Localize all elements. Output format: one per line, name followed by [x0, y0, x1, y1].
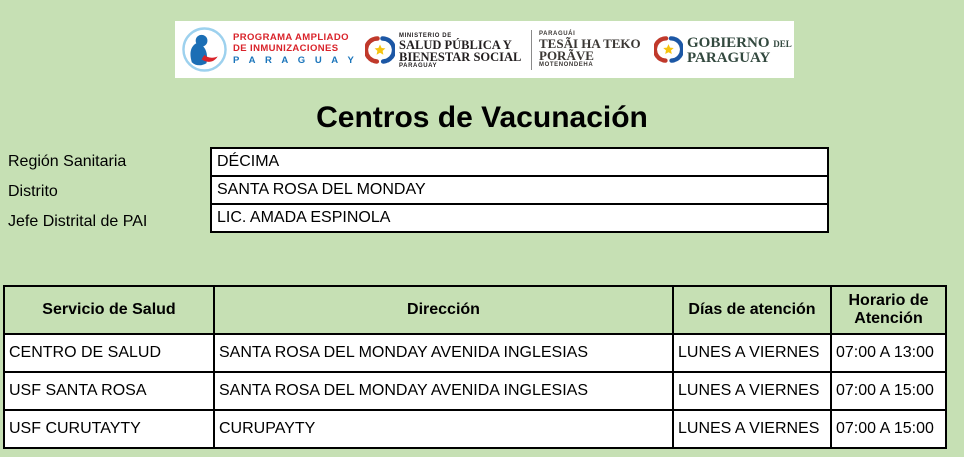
- cell-direccion: SANTA ROSA DEL MONDAY AVENIDA INGLESIAS: [214, 334, 673, 372]
- pai-line1: PROGRAMA AMPLIADO: [233, 32, 349, 43]
- cell-dias: LUNES A VIERNES: [673, 334, 831, 372]
- header-dias-de-atencion: Días de atención: [673, 286, 831, 334]
- cell-servicio: USF CURUTAYTY: [4, 410, 214, 448]
- gobierno-line2: PARAGUAY: [687, 49, 771, 66]
- table-row: [4, 334, 946, 372]
- header-direccion: Dirección: [214, 286, 673, 334]
- field-value-region-sanitaria[interactable]: DÉCIMA: [210, 147, 829, 177]
- table-row: [4, 410, 946, 448]
- pai-emblem-icon: [182, 27, 227, 72]
- gobierno-logo-text: [687, 37, 792, 65]
- mspbs-bottom: PARAGUAY: [399, 63, 438, 69]
- mspbs-line2: BIENESTAR SOCIAL: [399, 49, 522, 64]
- gobierno-line1: GOBIERNO: [687, 35, 770, 51]
- mspbs-top: MINISTERIO DE: [399, 33, 452, 39]
- tesai-line2: PORÃVE: [539, 48, 594, 63]
- field-label-distrito: Distrito: [8, 183, 58, 200]
- tesai-top: PARAGUÁI: [539, 31, 576, 37]
- field-label-region-sanitaria: Región Sanitaria: [8, 153, 127, 170]
- vaccination-centers-table: [3, 285, 947, 449]
- mspbs-emblem-icon: [365, 35, 395, 65]
- gobierno-emblem-icon: [654, 35, 683, 64]
- cell-horario: 07:00 A 15:00: [831, 372, 946, 410]
- cell-dias: LUNES A VIERNES: [673, 410, 831, 448]
- logo-banner: [175, 21, 794, 78]
- tesai-bottom: MOTENONDEHA: [539, 62, 594, 68]
- field-value-jefe-distrital[interactable]: LIC. AMADA ESPINOLA: [210, 203, 829, 233]
- cell-servicio: USF SANTA ROSA: [4, 372, 214, 410]
- field-value-distrito[interactable]: SANTA ROSA DEL MONDAY: [210, 175, 829, 205]
- header-horario-de-atencion: Horario de Atención: [831, 286, 946, 334]
- mspbs-line1: SALUD PÚBLICA Y: [399, 38, 512, 52]
- cell-servicio: CENTRO DE SALUD: [4, 334, 214, 372]
- table-row: [4, 372, 946, 410]
- header-servicio-de-salud: Servicio de Salud: [4, 286, 214, 334]
- logo-divider: [531, 30, 532, 70]
- cell-horario: 07:00 A 15:00: [831, 410, 946, 448]
- cell-dias: LUNES A VIERNES: [673, 372, 831, 410]
- pai-logo-text: [233, 32, 357, 67]
- tesai-logo-text: [539, 31, 641, 69]
- field-value-group: [210, 147, 829, 233]
- table-header-row: [4, 286, 946, 334]
- field-label-jefe-distrital: Jefe Distrital de PAI: [8, 213, 148, 230]
- mspbs-logo-text: [399, 33, 521, 70]
- gobierno-del: DEL: [773, 39, 792, 49]
- cell-direccion: CURUPAYTY: [214, 410, 673, 448]
- cell-direccion: SANTA ROSA DEL MONDAY AVENIDA INGLESIAS: [214, 372, 673, 410]
- pai-line3: P A R A G U A Y: [233, 55, 358, 66]
- page-title: Centros de Vacunación: [316, 101, 648, 134]
- tesai-line1: TESÃI HA TEKO: [539, 36, 641, 51]
- pai-line2: DE INMUNIZACIONES: [233, 43, 339, 54]
- cell-horario: 07:00 A 13:00: [831, 334, 946, 372]
